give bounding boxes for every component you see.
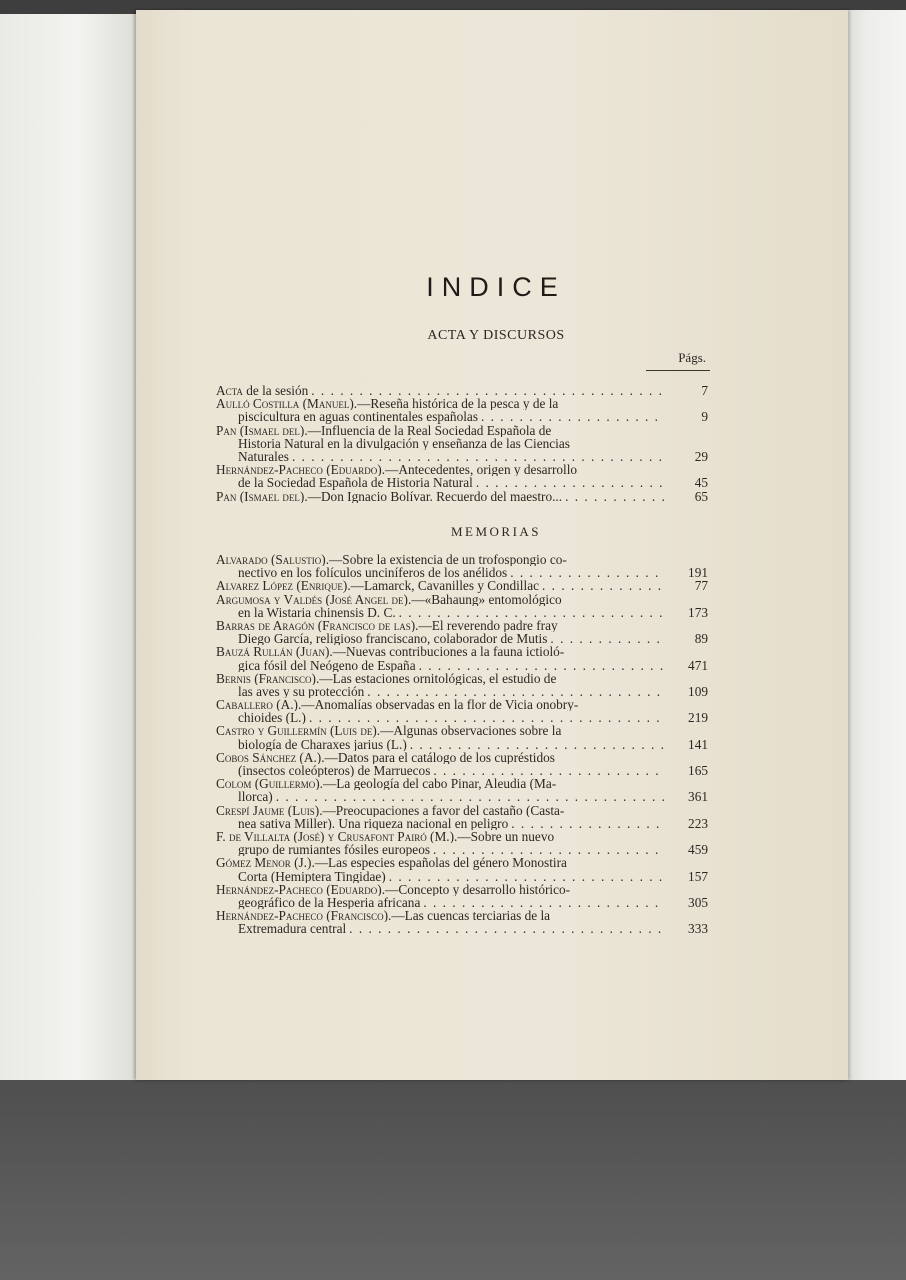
index-page: [136, 10, 848, 1080]
entry-page-number: 29: [694, 449, 708, 464]
dot-leader: [346, 922, 664, 935]
entry-title-text: .—Lamarck, Cavanilles y Condillac: [347, 579, 540, 593]
entry-page-number: 157: [688, 869, 708, 883]
entry-line: [216, 896, 708, 909]
entry-author: Acta: [216, 384, 243, 398]
index-entry: [216, 490, 708, 503]
index-entry: [216, 397, 708, 423]
entry-line: [216, 593, 708, 606]
entry-line: [216, 424, 708, 437]
entry-page-number: 361: [688, 790, 708, 804]
entry-line: [216, 856, 708, 869]
background-sheet-right: [840, 10, 906, 1080]
entry-author: Caballero (A.): [216, 698, 298, 712]
entry-title-text: .—Don Ignacio Bolívar. Recuerdo del maestro...: [304, 489, 563, 503]
entry-line: [216, 384, 708, 397]
entry-title-text: geográfico de la Hesperia africana: [238, 895, 421, 910]
entry-author: Argumosa y Valdés (José Angel de): [216, 592, 408, 606]
dot-leader: [547, 632, 664, 645]
entry-title-text: (insectos coleópteros) de Marruecos: [238, 764, 431, 778]
entry-page-number: 109: [688, 684, 708, 699]
index-entry: [216, 883, 708, 909]
dot-leader: [539, 579, 664, 592]
index-entry: [216, 553, 708, 579]
entry-line: [216, 579, 708, 592]
entry-line: [216, 397, 708, 410]
entry-title-text: Extremadura central: [238, 922, 347, 936]
entry-line: [216, 476, 708, 489]
section-heading-acta: ACTA Y DISCURSOS: [427, 328, 565, 343]
index-entry: [216, 593, 708, 619]
entry-line: [216, 606, 708, 619]
entry-author: Barras de Aragón (Francisco de las): [216, 618, 416, 633]
index-entry: [216, 619, 708, 645]
section-heading-memorias: MEMORIAS: [450, 524, 542, 539]
entry-page-number: 65: [694, 489, 708, 503]
entry-line: [216, 659, 708, 672]
entry-title-text: Naturales: [238, 449, 289, 464]
dot-leader: [478, 410, 664, 423]
entry-author: Hernández-Pacheco (Francisco): [216, 909, 389, 923]
index-entry: [216, 724, 708, 750]
entry-line: [216, 922, 708, 935]
index-entry: [216, 777, 708, 803]
dot-leader: [306, 711, 664, 724]
entry-line: [216, 553, 708, 566]
entry-author: Hernández-Pacheco (Eduardo): [216, 882, 382, 896]
entry-line: [216, 632, 708, 645]
entry-line: [216, 711, 708, 724]
entry-title-text: .—Algunas observaciones sobre la: [376, 724, 562, 738]
entry-page-number: 191: [688, 566, 708, 580]
entry-title-text: Historia Natural en la divulgación y enseñanza de las Ciencias: [238, 436, 570, 450]
entry-title-text: chioides (L.): [238, 711, 306, 725]
entry-page-number: 7: [701, 384, 708, 398]
dot-leader: [289, 450, 664, 463]
entry-author: Gómez Menor (J.): [216, 856, 312, 870]
scan-background-bottom: [0, 1080, 906, 1280]
index-entry: [216, 751, 708, 777]
entry-author: F. de Villalta (José) y Crusafont Pairó (M.): [216, 829, 455, 844]
entry-line: [216, 437, 708, 450]
dot-leader: [420, 896, 664, 909]
index-entry: [216, 672, 708, 698]
entry-title-text: .—Concepto y desarrollo histórico-: [381, 882, 571, 896]
entry-page-number: 89: [694, 632, 708, 646]
entry-title-text: .—La geología del cabo Pinar, Aleudia (Ma-: [319, 777, 557, 791]
entry-title-text: grupo de rumiantes fósiles europeos: [238, 843, 431, 857]
entry-line: [216, 698, 708, 711]
entry-title-text: nea sativa Miller). Una riqueza nacional en peligro: [238, 816, 509, 830]
index-entry: [216, 909, 708, 935]
entry-title-text: .—Influencia de la Real Sociedad Española de: [304, 423, 552, 437]
entry-title-text: .—Sobre un nuevo: [454, 829, 555, 844]
entry-line: [216, 804, 708, 817]
entry-line: [216, 751, 708, 764]
entry-page-number: 471: [688, 658, 708, 672]
page-title: INDICE: [426, 272, 566, 302]
entry-title-text: gica fósil del Neógeno de España: [238, 658, 416, 672]
entry-line: [216, 790, 708, 803]
dot-leader: [562, 490, 664, 503]
dot-leader: [308, 384, 664, 397]
index-entry: [216, 424, 708, 464]
entry-page-number: 305: [688, 895, 708, 910]
memorias-entry-list: [216, 553, 708, 935]
entry-page-number: 45: [694, 476, 708, 490]
entry-line: [216, 830, 708, 843]
dot-leader: [273, 790, 664, 803]
entry-line: [216, 672, 708, 685]
entry-line: [216, 463, 708, 476]
entry-title-text: .—Antecedentes, origen y desarrollo: [381, 463, 578, 477]
dot-leader: [430, 843, 664, 856]
entry-title-text: Corta (Hemiptera Tingidae): [238, 869, 386, 883]
dot-leader: [430, 764, 664, 777]
entry-title-text: de la Sociedad Española de Historia Natural: [238, 476, 473, 490]
entry-page-number: 165: [688, 764, 708, 778]
acta-entry-list: [216, 384, 708, 503]
dot-leader: [407, 738, 664, 751]
entry-title-text: .—Las estaciones ornitológicas, el estudio de: [315, 671, 557, 685]
entry-title-text: .—Sobre la existencia de un trofospongio co-: [325, 553, 567, 567]
dot-leader: [416, 659, 664, 672]
index-entry: [216, 830, 708, 856]
entry-title-text: de la sesión: [242, 384, 309, 398]
entry-line: [216, 764, 708, 777]
background-sheet-left: [0, 14, 142, 1080]
entry-title-text: .—Reseña histórica de la pesca y de la: [353, 397, 559, 411]
entry-author: Pan (Ismael del): [216, 423, 305, 437]
entry-page-number: 141: [688, 737, 708, 751]
entry-page-number: 459: [688, 843, 708, 857]
entry-title-text: .—Nuevas contribuciones a la fauna ictioló-: [329, 645, 565, 659]
dot-leader: [396, 606, 664, 619]
entry-author: Colom (Guillermo): [216, 777, 320, 791]
entry-page-number: 333: [688, 922, 708, 936]
entry-page-number: 9: [701, 410, 708, 424]
entry-title-text: .—Las cuencas terciarias de la: [388, 909, 551, 923]
entry-line: [216, 738, 708, 751]
index-entry: [216, 804, 708, 830]
entry-line: [216, 566, 708, 579]
entry-title-text: piscicultura en aguas continentales españolas: [238, 410, 478, 424]
entry-line: [216, 410, 708, 423]
entry-page-number: 219: [688, 711, 708, 725]
entry-title-text: biología de Charaxes jarius (L.): [238, 737, 407, 751]
entry-title-text: en la Wistaria chinensis D. C.: [238, 605, 396, 619]
index-entry: [216, 384, 708, 397]
entry-line: [216, 843, 708, 856]
entry-page-number: 173: [688, 605, 708, 619]
entry-author: Cobos Sánchez (A.): [216, 750, 322, 764]
entry-line: [216, 724, 708, 737]
entry-author: Castro y Guillermín (Luis de): [216, 724, 377, 738]
entry-title-text: nectivo en los folículos unciníferos de los anélidos: [238, 566, 508, 580]
entry-title-text: .—El reverendo padre fray: [415, 618, 558, 633]
entry-line: [216, 450, 708, 463]
entry-author: Alvarado (Salustio): [216, 553, 326, 567]
index-entry: [216, 463, 708, 489]
entry-author: Pan (Ismael del): [216, 489, 305, 503]
dot-leader: [508, 817, 664, 830]
index-entry: [216, 579, 708, 592]
entry-line: [216, 645, 708, 658]
entry-line: [216, 685, 708, 698]
entry-line: [216, 883, 708, 896]
index-entry: [216, 856, 708, 882]
entry-author: Bernis (Francisco): [216, 671, 316, 685]
dot-leader: [386, 870, 664, 883]
entry-title-text: .—«Bahaung» entomológico: [408, 592, 562, 606]
entry-line: [216, 777, 708, 790]
pages-column-header: Págs.: [678, 350, 706, 365]
entry-line: [216, 870, 708, 883]
entry-title-text: las aves y su protección: [238, 684, 365, 699]
entry-line: [216, 619, 708, 632]
entry-title-text: .—Anomalías observadas en la flor de Vicia onobry-: [297, 698, 579, 712]
entry-author: Crespí Jaume (Luis): [216, 803, 320, 817]
dot-leader: [364, 685, 664, 698]
entry-title-text: llorca): [238, 790, 273, 804]
pages-header-rule: [646, 370, 710, 371]
dot-leader: [473, 476, 664, 489]
entry-line: [216, 490, 708, 503]
entry-author: Bauzá Rullán (Juan): [216, 645, 330, 659]
dot-leader: [507, 566, 664, 579]
entry-line: [216, 909, 708, 922]
entry-title-text: Diego García, religioso franciscano, colaborador de Mutis: [238, 632, 548, 646]
index-entry: [216, 698, 708, 724]
entry-author: Aulló Costilla (Manuel): [216, 397, 354, 411]
entry-page-number: 223: [688, 816, 708, 830]
entry-title-text: .—Las especies españolas del género Monostira: [311, 856, 567, 870]
entry-line: [216, 817, 708, 830]
entry-title-text: .—Preocupaciones a favor del castaño (Casta-: [319, 803, 565, 817]
entry-author: Hernández-Pacheco (Eduardo): [216, 463, 382, 477]
index-entry: [216, 645, 708, 671]
entry-author: Alvarez López (Enrique): [216, 579, 348, 593]
entry-title-text: .—Datos para el catálogo de los cupréstidos: [321, 750, 555, 764]
entry-page-number: 77: [694, 579, 708, 593]
